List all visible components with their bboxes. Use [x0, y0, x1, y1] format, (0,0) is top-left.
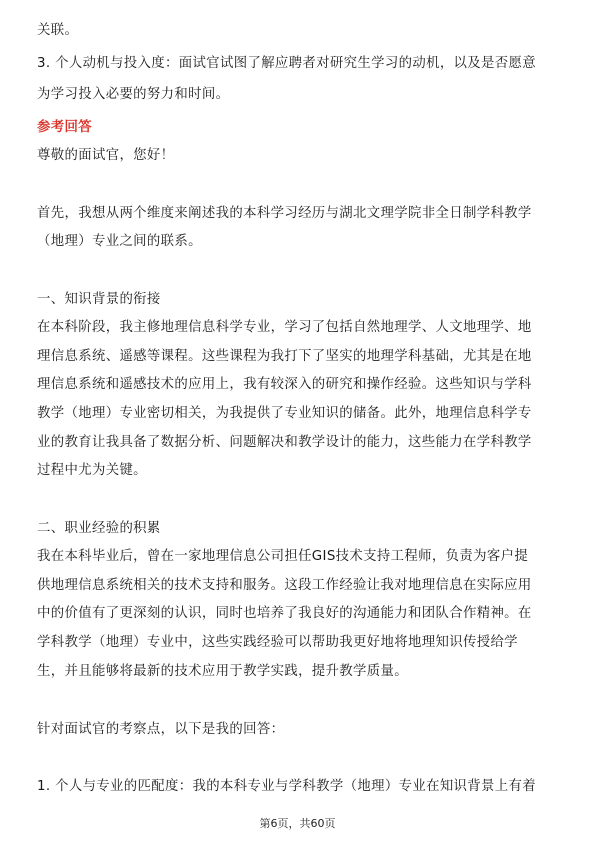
- section-heading-reference-answer: 参考回答: [37, 120, 92, 135]
- subheading: 二、职业经验的积累: [37, 521, 161, 536]
- page-number-footer: 第6页，共60页: [259, 817, 336, 830]
- text-line: 教学（地理）专业密切相关，为我提供了专业知识的储备。此外，地理信息科学专: [37, 406, 532, 421]
- text-line: 为学习投入必要的努力和时间。: [37, 87, 230, 102]
- text-line: 1. 个人与专业的匹配度：我的本科专业与学科教学（地理）专业在知识背景上有着: [37, 779, 537, 794]
- text-line: 我在本科毕业后，曾在一家地理信息公司担任GIS技术支持工程师，负责为客户提: [37, 549, 529, 564]
- text-line: 针对面试官的考察点，以下是我的回答：: [37, 722, 285, 737]
- text-line: 关联。: [37, 23, 79, 38]
- text-line: 在本科阶段，我主修地理信息科学专业，学习了包括自然地理学、人文地理学、地: [37, 320, 532, 335]
- text-line: 理信息系统和遥感技术的应用上，我有较深入的研究和操作经验。这些知识与学科: [37, 377, 532, 392]
- text-line: 供地理信息系统相关的技术支持和服务。这段工作经验让我对地理信息在实际应用: [37, 578, 532, 593]
- text-line: 业的教育让我具备了数据分析、问题解决和教学设计的能力，这些能力在学科教学: [37, 435, 532, 450]
- text-line: 过程中尤为关键。: [37, 463, 147, 478]
- text-line: 理信息系统、遥感等课程。这些课程为我打下了坚实的地理学科基础，尤其是在地: [37, 349, 532, 364]
- text-line: 生，并且能够将最新的技术应用于教学实践，提升教学质量。: [37, 664, 408, 679]
- text-line: 中的价值有了更深刻的认识，同时也培养了我良好的沟通能力和团队合作精神。在: [37, 606, 532, 621]
- text-line: （地理）专业之间的联系。: [37, 234, 202, 249]
- text-line: 尊敬的面试官，您好！: [37, 148, 175, 163]
- text-line: 首先，我想从两个维度来阐述我的本科学习经历与湖北文理学院非全日制学科教学: [37, 206, 532, 221]
- text-line: 3. 个人动机与投入度：面试官试图了解应聘者对研究生学习的动机，以及是否愿意: [37, 56, 537, 71]
- text-line: 学科教学（地理）专业中，这些实践经验可以帮助我更好地将地理知识传授给学: [37, 635, 518, 650]
- subheading: 一、知识背景的衔接: [37, 292, 161, 307]
